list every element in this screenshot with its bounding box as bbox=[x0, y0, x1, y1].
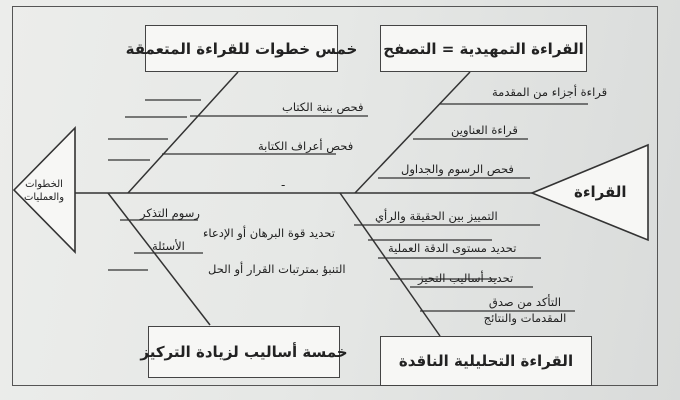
label-argument-strength: تحديد قوة البرهان أو الإدعاء bbox=[203, 226, 335, 240]
box-concentration: خمسة أساليب لزيادة التركيز bbox=[148, 326, 340, 378]
label-mnemonics: رسوم التذكر bbox=[140, 206, 200, 220]
bone-top-left bbox=[128, 72, 238, 193]
tail-label: الخطوات والعمليات bbox=[23, 179, 65, 203]
box-critical-reading: القراءة التحليلية الناقدة bbox=[380, 336, 592, 386]
label-read-headings: قراءة العناوين bbox=[451, 123, 518, 137]
head-label: القراءة bbox=[574, 183, 627, 201]
label-writing-conventions: فحص أعراف الكتابة bbox=[258, 139, 354, 153]
label-accuracy-level: تحديد مستوى الدقة العملية bbox=[388, 241, 517, 255]
label-read-intro: قراءة أجزاء من المقدمة bbox=[492, 85, 608, 99]
box-deep-reading: خمس خطوات للقراءة المتعمقة bbox=[145, 25, 338, 72]
box-skimming: القراءة التمهيدية = التصفح bbox=[380, 25, 587, 72]
label-fact-opinion: التمييز بين الحقيقة والرأي bbox=[375, 209, 498, 223]
label-bias-methods: تحديد أساليب التحيز bbox=[418, 271, 514, 285]
label-book-structure: فحص بنية الكتاب bbox=[282, 100, 364, 114]
label-check-figures: فحص الرسوم والجداول bbox=[401, 162, 514, 176]
label-questions: الأسئلة bbox=[152, 239, 185, 253]
label-predict-consequences: التنبؤ بمترتبات القرار أو الحل bbox=[208, 262, 346, 276]
stray-mark: - bbox=[281, 178, 286, 192]
label-verify-premises: التأكد من صدق المقدمات والنتائج bbox=[483, 295, 567, 325]
